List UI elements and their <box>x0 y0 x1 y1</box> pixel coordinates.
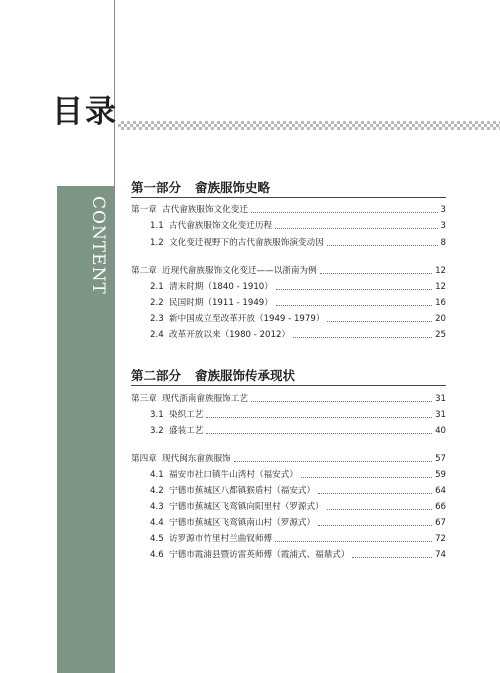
page-title: 目录 <box>52 94 118 130</box>
toc-section[interactable] <box>131 236 446 249</box>
section-number: 3.2 <box>150 426 164 436</box>
page-number: 64 <box>435 486 446 496</box>
toc-section[interactable] <box>131 468 446 481</box>
toc-chapter[interactable] <box>131 203 446 216</box>
toc-section[interactable] <box>131 408 446 421</box>
leader-dots <box>320 273 432 274</box>
toc-chapter[interactable] <box>131 452 446 465</box>
section-title: 染织工艺 <box>169 410 204 420</box>
section-title: 古代畲族服饰文化变迁历程 <box>169 221 273 231</box>
section-number: 4.4 <box>150 518 164 528</box>
section-title: 盛装工艺 <box>169 426 204 436</box>
page-number: 12 <box>435 282 446 292</box>
chapter-title: 现代浙南畲族服饰工艺 <box>162 394 248 404</box>
part-rule <box>131 385 446 386</box>
toc-section[interactable] <box>131 280 446 293</box>
section-title: 文化变迁视野下的古代畲族服饰演变动因 <box>169 238 324 248</box>
leader-dots <box>206 417 432 418</box>
toc-section[interactable] <box>131 219 446 232</box>
chapter-number: 第三章 <box>131 394 157 404</box>
section-title: 访罗源市竹里村兰曲钗师傅 <box>169 534 273 544</box>
leader-dots <box>206 433 432 434</box>
page-number: 72 <box>435 534 446 544</box>
page-number: 8 <box>440 238 446 248</box>
leader-dots <box>301 477 432 478</box>
section-number: 1.2 <box>150 238 164 248</box>
section-title: 福安市社口镇牛山湾村（福安式） <box>169 470 298 480</box>
leader-dots <box>251 212 438 213</box>
page-number: 31 <box>435 410 446 420</box>
section-number: 3.1 <box>150 410 164 420</box>
toc-chapter[interactable] <box>131 392 446 405</box>
leader-dots <box>251 401 432 402</box>
section-number: 2.3 <box>150 314 164 324</box>
section-number: 2.2 <box>150 298 164 308</box>
toc-section[interactable] <box>131 312 446 325</box>
section-number: 4.5 <box>150 534 164 544</box>
leader-dots <box>275 541 432 542</box>
leader-dots <box>275 228 437 229</box>
page-number: 66 <box>435 502 446 512</box>
page-number: 31 <box>435 394 446 404</box>
chapter-number: 第二章 <box>131 266 157 276</box>
part-rule <box>131 197 446 198</box>
leader-dots <box>318 525 432 526</box>
section-number: 4.6 <box>150 550 164 560</box>
part-label: 第二部分 <box>131 368 182 383</box>
toc-section[interactable] <box>131 296 446 309</box>
leader-dots <box>352 557 432 558</box>
page-number: 20 <box>435 314 446 324</box>
toc-section[interactable] <box>131 484 446 497</box>
page-number: 67 <box>435 518 446 528</box>
side-label: CONTENT <box>88 196 108 295</box>
chapter-title: 现代闽东畲族服饰 <box>162 454 231 464</box>
leader-dots <box>327 321 432 322</box>
leader-dots <box>293 337 432 338</box>
chapter-number: 第四章 <box>131 454 157 464</box>
chapter-number: 第一章 <box>131 205 157 215</box>
chapter-title: 古代畲族服饰文化变迁 <box>162 205 248 215</box>
leader-dots <box>276 289 432 290</box>
section-title: 宁德市蕉城区飞鸾镇南山村（罗源式） <box>169 518 316 528</box>
chapter-title: 近现代畲族服饰文化变迁——以浙南为例 <box>162 266 317 276</box>
section-title: 民国时期（1911 - 1949） <box>169 298 273 308</box>
page-number: 3 <box>440 205 446 215</box>
section-title: 宁德市蕉城区八都镇猴盾村（福安式） <box>169 486 316 496</box>
part-heading <box>131 178 270 196</box>
toc-section[interactable] <box>131 328 446 341</box>
part-heading <box>131 366 295 384</box>
leader-dots <box>327 509 432 510</box>
part-title: 畲族服饰传承现状 <box>195 368 296 383</box>
toc-chapter[interactable] <box>131 264 446 277</box>
section-number: 2.4 <box>150 330 164 340</box>
part-title: 畲族服饰史略 <box>195 180 271 195</box>
page-number: 57 <box>435 454 446 464</box>
section-number: 4.1 <box>150 470 164 480</box>
leader-dots <box>318 493 432 494</box>
section-title: 新中国成立至改革开放（1949 - 1979） <box>169 314 325 324</box>
leader-dots <box>327 245 438 246</box>
leader-dots <box>234 461 432 462</box>
section-number: 2.1 <box>150 282 164 292</box>
page-number: 12 <box>435 266 446 276</box>
toc-section[interactable] <box>131 500 446 513</box>
leader-dots <box>276 305 432 306</box>
section-number: 4.3 <box>150 502 164 512</box>
section-title: 宁德市蕉城区飞鸾镇向阳里村（罗源式） <box>169 502 324 512</box>
page-number: 40 <box>435 426 446 436</box>
page-number: 74 <box>435 550 446 560</box>
toc-section[interactable] <box>131 516 446 529</box>
section-number: 4.2 <box>150 486 164 496</box>
section-title: 改革开放以来（1980 - 2012） <box>169 330 291 340</box>
page-number: 25 <box>435 330 446 340</box>
page-number: 16 <box>435 298 446 308</box>
toc-section[interactable] <box>131 548 446 561</box>
page-number: 59 <box>435 470 446 480</box>
section-title: 宁德市霞浦县暨访雷英师傅（霞浦式、福鼎式） <box>169 550 350 560</box>
checker-divider <box>118 121 500 130</box>
toc-section[interactable] <box>131 424 446 437</box>
section-number: 1.1 <box>150 221 164 231</box>
page-number: 3 <box>440 221 446 231</box>
toc-section[interactable] <box>131 532 446 545</box>
section-title: 清末时期（1840 - 1910） <box>169 282 273 292</box>
part-label: 第一部分 <box>131 180 182 195</box>
